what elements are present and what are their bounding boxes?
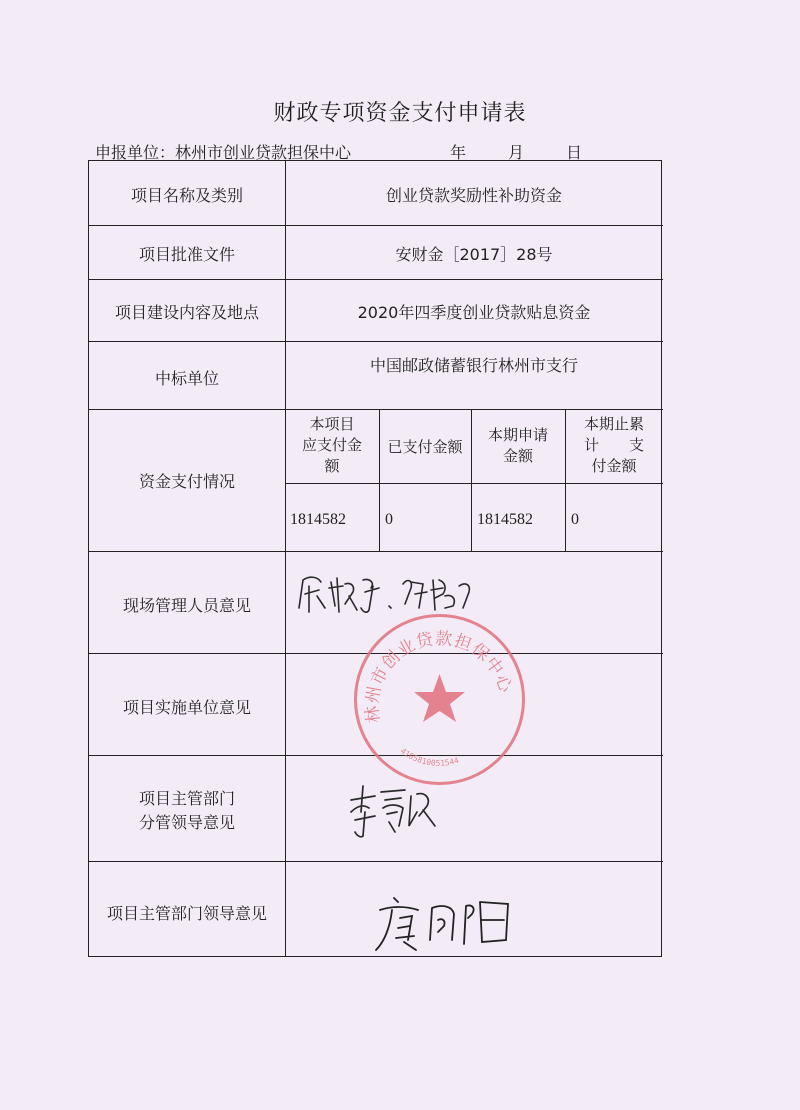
value-current-request: 1814582 [477, 511, 533, 528]
row-divider [89, 341, 663, 342]
payment-label: 资金支付情况 [138, 472, 235, 491]
dept-leader-signature [345, 782, 445, 840]
date-month: 月 [508, 143, 525, 162]
value-cumulative: 0 [571, 511, 579, 528]
dept-head-signature [372, 888, 522, 958]
approval-doc-label: 项目批准文件 [138, 245, 235, 264]
header-cumulative: 本期止累 计 支 付金额 [583, 415, 644, 475]
header-paid: 已支付金额 [387, 438, 463, 456]
header-should-pay: 本项目 应支付金 额 [301, 415, 362, 475]
value-paid: 0 [385, 511, 393, 528]
row-divider [89, 225, 663, 226]
site-manager-label: 现场管理人员意见 [122, 596, 251, 615]
winning-unit-label: 中标单位 [154, 369, 219, 388]
header-current-request: 本期申请 金额 [487, 426, 548, 465]
project-name-label: 项目名称及类别 [130, 186, 243, 205]
approval-doc-value: 安财金［2017］28号 [395, 245, 553, 264]
content-location-value: 2020年四季度创业贷款贴息资金 [357, 303, 591, 322]
row-divider [89, 279, 663, 280]
payment-subrow-divider [285, 483, 663, 484]
row-divider [89, 861, 663, 862]
value-should-pay: 1814582 [290, 511, 346, 528]
svg-text:林州市创业贷款担保中心: 林州市创业贷款担保中心 [362, 628, 516, 724]
site-manager-signature [295, 568, 495, 618]
column-divider [285, 161, 286, 956]
svg-text:4105810051544: 4105810051544 [398, 746, 460, 768]
project-name-value: 创业贷款奖励性补助资金 [385, 186, 562, 205]
date-day: 日 [566, 143, 583, 162]
organization-seal [352, 612, 527, 787]
date-year: 年 [450, 143, 467, 162]
payment-col-divider [379, 409, 380, 551]
row-divider [89, 409, 663, 410]
implementing-unit-label: 项目实施单位意见 [122, 698, 251, 717]
dept-leader-label: 项目主管部门 分管领导意见 [138, 789, 235, 832]
applicant-unit: 申报单位：林州市创业贷款担保中心 [95, 143, 352, 162]
winning-unit-value: 中国邮政储蓄银行林州市支行 [369, 356, 578, 375]
document-title: 财政专项资金支付申请表 [273, 101, 527, 126]
row-divider [89, 551, 663, 552]
dept-head-label: 项目主管部门领导意见 [106, 904, 267, 923]
content-location-label: 项目建设内容及地点 [114, 303, 259, 322]
